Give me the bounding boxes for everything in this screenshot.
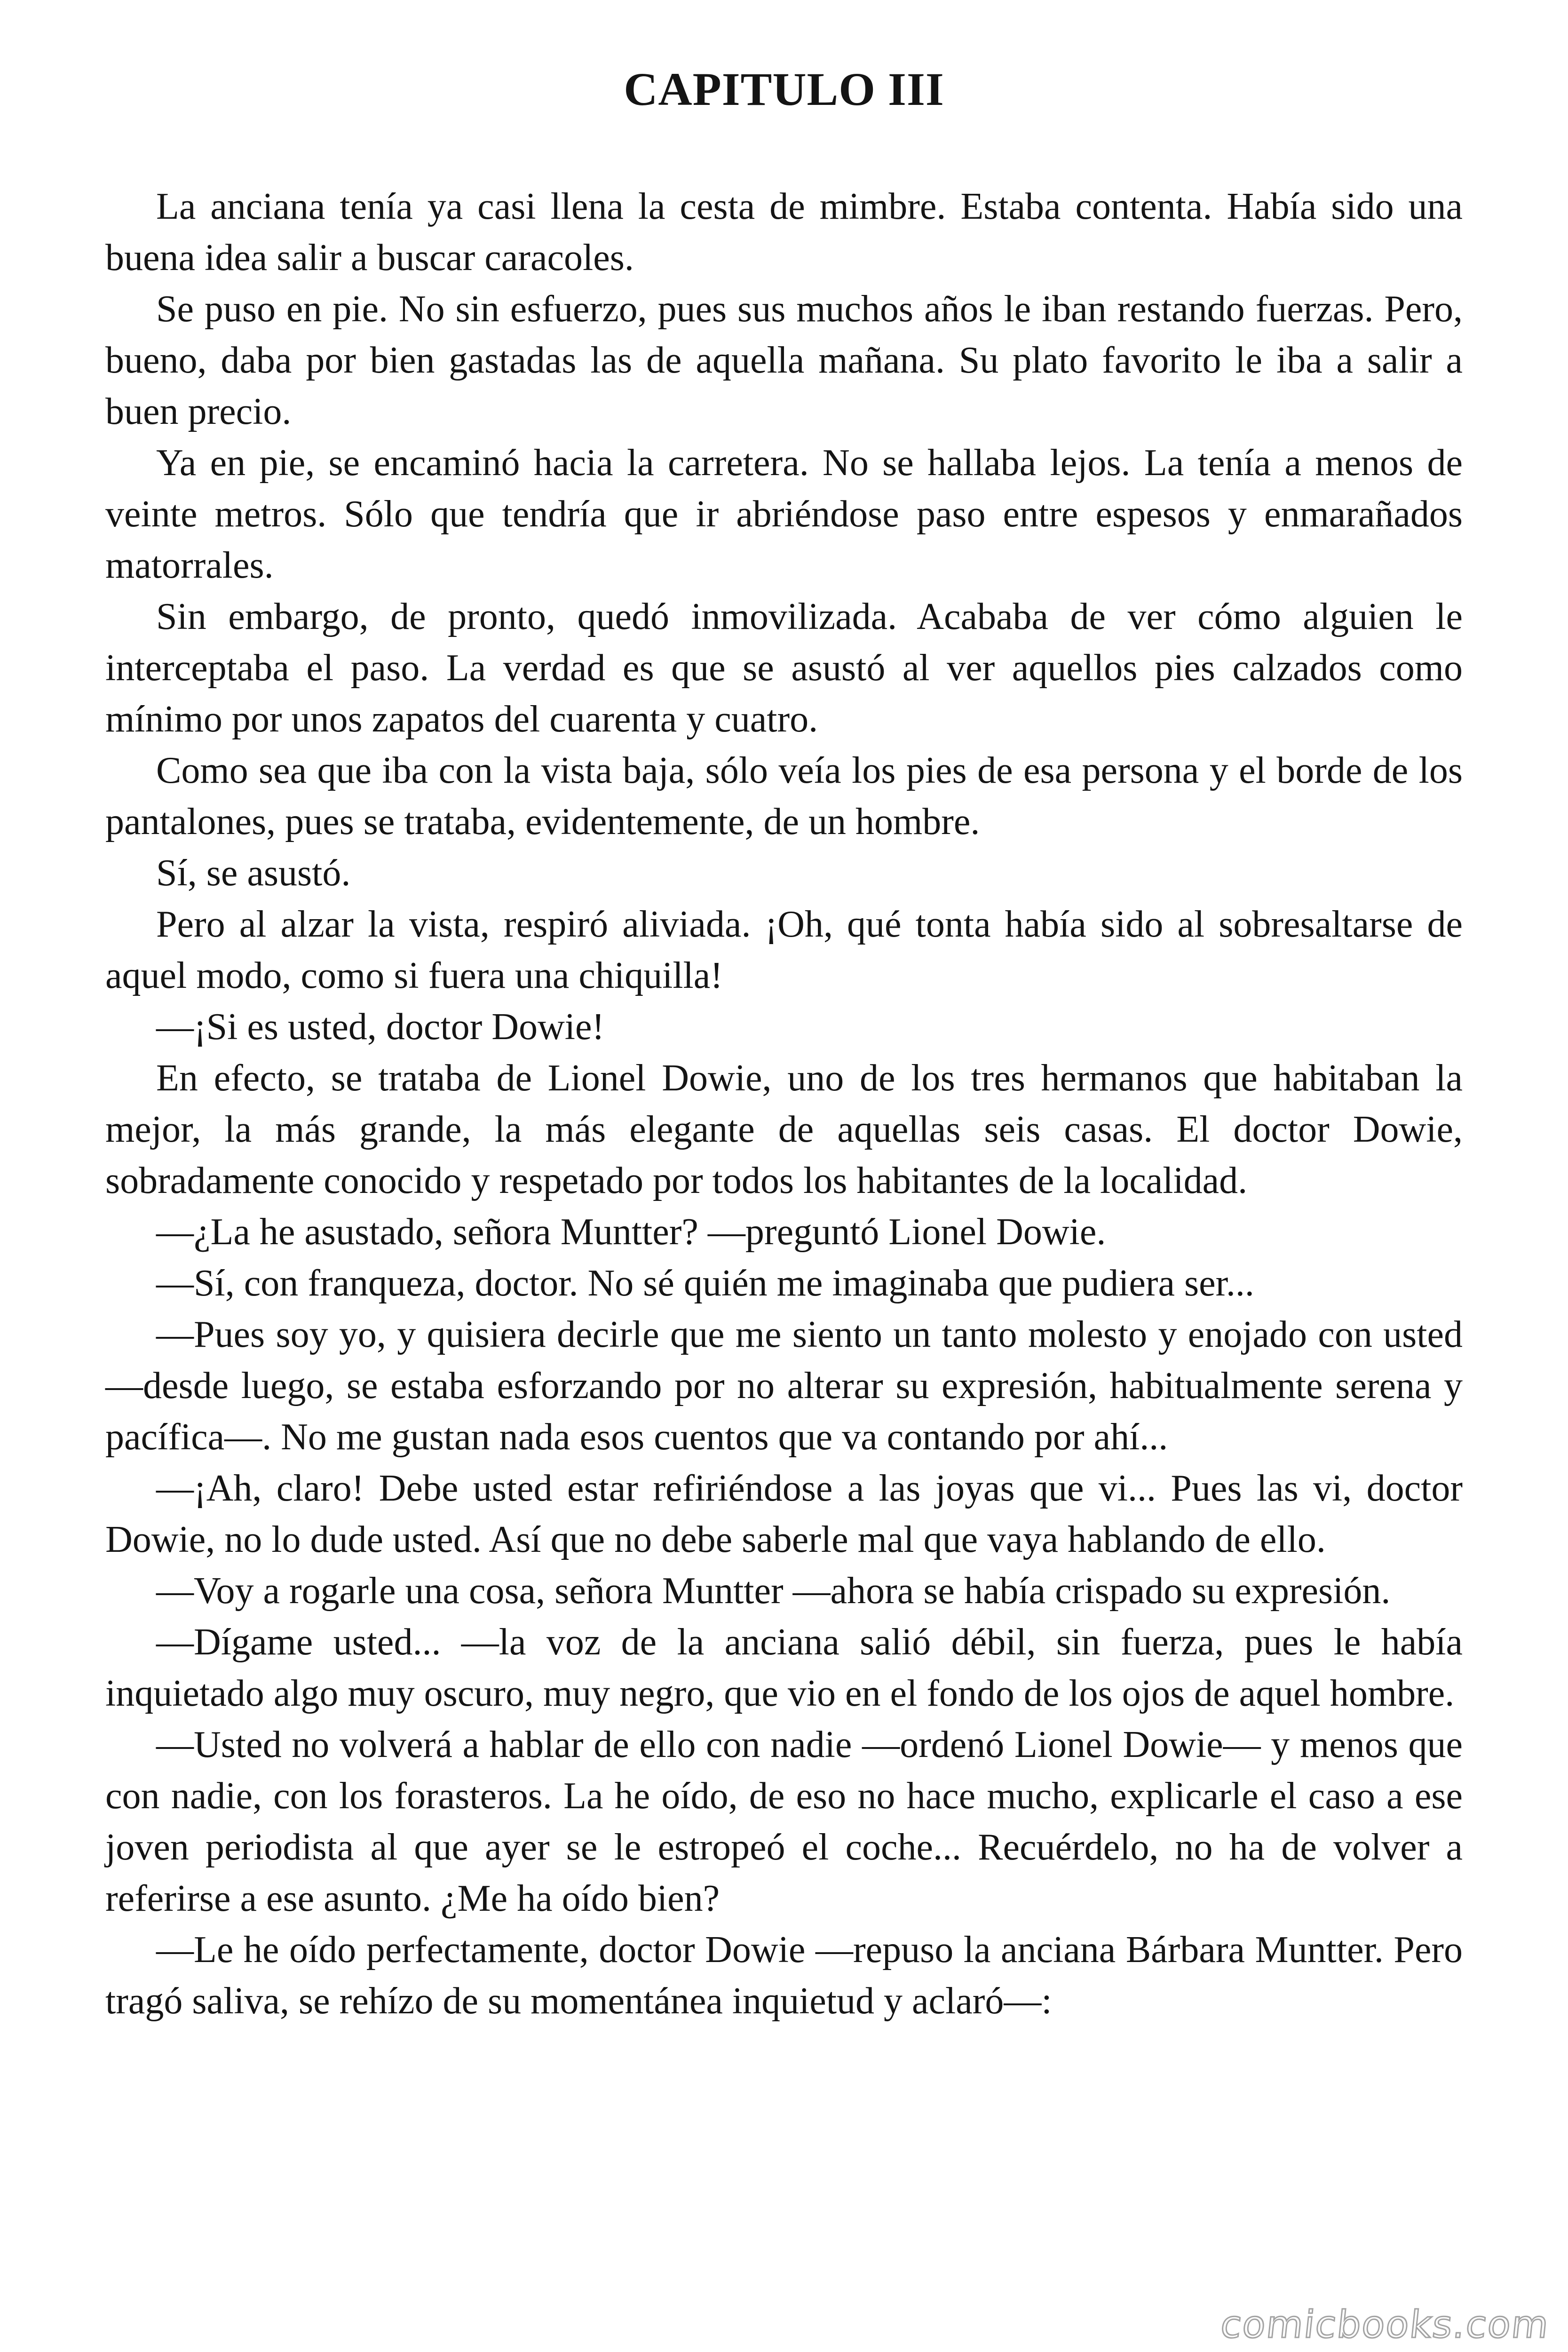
dialogue-line: —Sí, con franqueza, doctor. No sé quién me imaginaba que pudiera ser... [156,1263,1254,1304]
paragraph: Ya en pie, se encaminó hacia la carretera. No se hallaba lejos. La tenía a menos de veinte metros. Sólo que tendría que ir abriéndose paso entre espesos y enmarañados matorrales. [105,442,1463,586]
chapter-title: CAPITULO III [624,63,944,115]
paragraph: En efecto, se trataba de Lionel Dowie, uno de los tres hermanos que habitaban la mejor, la más grande, la más elegante de aquellas seis casas. El doctor Dowie, sobradamente conocido y respetado por todos los habitantes de la localidad. [105,1057,1463,1201]
dialogue-line: —¡Si es usted, doctor Dowie! [156,1006,605,1048]
dialogue-line: —¡Ah, claro! Debe usted estar refiriéndose a las joyas que vi... Pues las vi, doctor Dowie, no lo dude usted. Así que no debe saberle mal que vaya hablando de ello. [105,1468,1463,1560]
site-watermark: comicbooks.com [1219,2303,1552,2346]
dialogue-line: —Le he oído perfectamente, doctor Dowie —repuso la anciana Bárbara Muntter. Pero tragó saliva, se rehízo de su momentánea inquietud y aclaró—: [105,1929,1463,2022]
paragraph: La anciana tenía ya casi llena la cesta de mimbre. Estaba contenta. Había sido una buena idea salir a buscar caracoles. [105,186,1463,278]
paragraph: Se puso en pie. No sin esfuerzo, pues sus muchos años le iban restando fuerzas. Pero, bueno, daba por bien gastadas las de aquella mañana. Su plato favorito le iba a salir a buen precio. [105,288,1463,432]
dialogue-line: —¿La he asustado, señora Muntter? —preguntó Lionel Dowie. [156,1211,1106,1253]
paragraph: Sin embargo, de pronto, quedó inmovilizada. Acababa de ver cómo alguien le interceptaba el paso. La verdad es que se asustó al ver aquellos pies calzados como mínimo por unos zapatos del cuarenta y cuatro. [105,596,1463,740]
dialogue-line: —Voy a rogarle una cosa, señora Muntter —ahora se había crispado su expresión. [156,1570,1391,1612]
paragraph: Sí, se asustó. [156,852,351,894]
chapter-body [105,181,1463,2027]
dialogue-line: —Usted no volverá a hablar de ello con nadie —ordenó Lionel Dowie— y menos que con nadie, con los forasteros. La he oído, de eso no hace mucho, explicarle el caso a ese joven periodista al que ayer se le estropeó el coche... Recuérdelo, no ha de volver a referirse a ese asunto. ¿Me ha oído bien? [105,1724,1463,1919]
dialogue-line: —Dígame usted... —la voz de la anciana salió débil, sin fuerza, pues le había inquietado algo muy oscuro, muy negro, que vio en el fondo de los ojos de aquel hombre. [105,1621,1463,1714]
paragraph: Como sea que iba con la vista baja, sólo veía los pies de esa persona y el borde de los pantalones, pues se trataba, evidentemente, de un hombre. [105,750,1463,842]
dialogue-line: —Pues soy yo, y quisiera decirle que me siento un tanto molesto y enojado con usted —desde luego, se estaba esforzando por no alterar su expresión, habitualmente serena y pacífica—. No me gustan nada esos cuentos que va contando por ahí... [105,1314,1463,1458]
paragraph: Pero al alzar la vista, respiró aliviada. ¡Oh, qué tonta había sido al sobresaltarse de aquel modo, como si fuera una chiquilla! [105,904,1463,996]
